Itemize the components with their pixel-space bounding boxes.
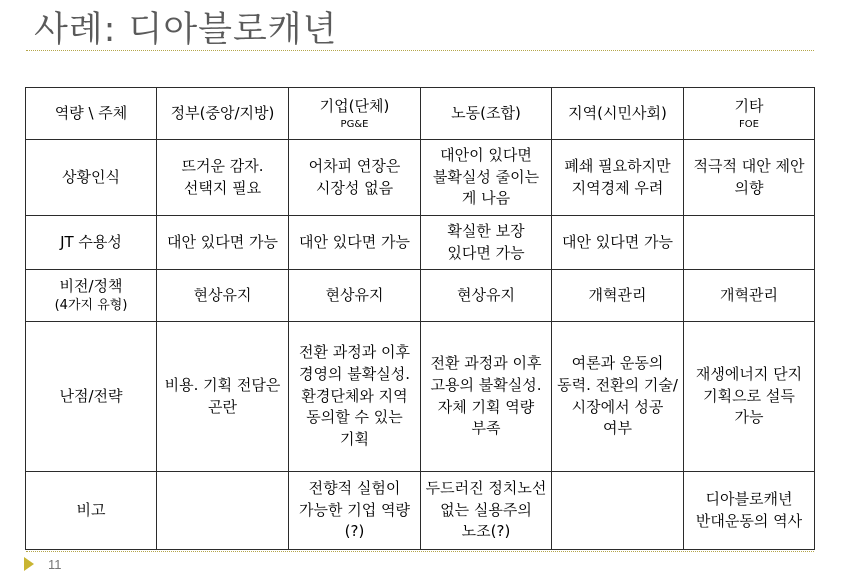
table-cell: 재생에너지 단지 기획으로 설득 가능 bbox=[684, 322, 815, 472]
row-label: 상황인식 bbox=[26, 140, 157, 216]
header-sublabel: PG&E bbox=[340, 119, 369, 131]
table-cell: 디아블로캐년 반대운동의 역사 bbox=[684, 472, 815, 550]
table-header-row bbox=[26, 88, 815, 140]
table-cell bbox=[684, 216, 815, 270]
table-cell: 전환 과정과 이후 경영의 불확실성. 환경단체와 지역 동의할 수 있는 기획 bbox=[289, 322, 421, 472]
header-sublabel: FOE bbox=[739, 119, 759, 131]
table-row bbox=[26, 140, 815, 216]
row-label bbox=[26, 270, 157, 322]
table-cell: 현상유지 bbox=[289, 270, 421, 322]
header-label: 기타 bbox=[734, 96, 764, 115]
table-cell: 적극적 대안 제안 의향 bbox=[684, 140, 815, 216]
row-label: JT 수용성 bbox=[26, 216, 157, 270]
table-cell: 전환 과정과 이후 고용의 불확실성. 자체 기획 역량 부족 bbox=[421, 322, 552, 472]
header-cell bbox=[26, 88, 157, 140]
table-cell: 여론과 운동의 동력. 전환의 기술/시장에서 성공 여부 bbox=[552, 322, 684, 472]
title-divider bbox=[26, 50, 814, 51]
table-cell: 개혁관리 bbox=[552, 270, 684, 322]
table-row bbox=[26, 270, 815, 322]
table-cell: 대안 있다면 가능 bbox=[289, 216, 421, 270]
comparison-table bbox=[25, 87, 815, 550]
table-cell: 폐쇄 필요하지만 지역경제 우려 bbox=[552, 140, 684, 216]
table-row bbox=[26, 472, 815, 550]
table-cell: 대안이 있다면 불확실성 줄이는 게 나음 bbox=[421, 140, 552, 216]
row-label: 난점/전략 bbox=[26, 322, 157, 472]
header-label: 역량 \ 주체 bbox=[54, 103, 128, 122]
table-cell: 현상유지 bbox=[157, 270, 289, 322]
page-number: 11 bbox=[48, 557, 62, 572]
header-label: 정부(중앙/지방) bbox=[170, 103, 275, 122]
header-cell bbox=[421, 88, 552, 140]
header-cell bbox=[289, 88, 421, 140]
table-cell: 뜨거운 감자. 선택지 필요 bbox=[157, 140, 289, 216]
table-cell: 대안 있다면 가능 bbox=[552, 216, 684, 270]
table-cell: 대안 있다면 가능 bbox=[157, 216, 289, 270]
table-cell bbox=[157, 472, 289, 550]
table-cell: 현상유지 bbox=[421, 270, 552, 322]
triangle-bullet-icon bbox=[24, 557, 34, 571]
header-label: 기업(단체) bbox=[319, 96, 390, 115]
row-label-subtext: (4가지 유형) bbox=[54, 298, 128, 314]
table-cell: 개혁관리 bbox=[684, 270, 815, 322]
table-row bbox=[26, 216, 815, 270]
table-row bbox=[26, 322, 815, 472]
row-label-text: 비전/정책 bbox=[59, 276, 123, 295]
table-cell: 확실한 보장 있다면 가능 bbox=[421, 216, 552, 270]
table-cell: 비용. 기획 전담은 곤란 bbox=[157, 322, 289, 472]
header-label: 노동(조합) bbox=[451, 103, 521, 122]
header-cell bbox=[552, 88, 684, 140]
table-cell: 두드러진 정치노선 없는 실용주의 노조(?) bbox=[421, 472, 552, 550]
page-title: 사례: 디아블로캐년 bbox=[34, 10, 338, 50]
header-cell bbox=[684, 88, 815, 140]
table-cell: 전향적 실험이 가능한 기업 역량(?) bbox=[289, 472, 421, 550]
footer-divider bbox=[26, 551, 814, 552]
row-label: 비고 bbox=[26, 472, 157, 550]
header-label: 지역(시민사회) bbox=[568, 103, 667, 122]
table-cell bbox=[552, 472, 684, 550]
table-cell: 어차피 연장은 시장성 없음 bbox=[289, 140, 421, 216]
header-cell bbox=[157, 88, 289, 140]
